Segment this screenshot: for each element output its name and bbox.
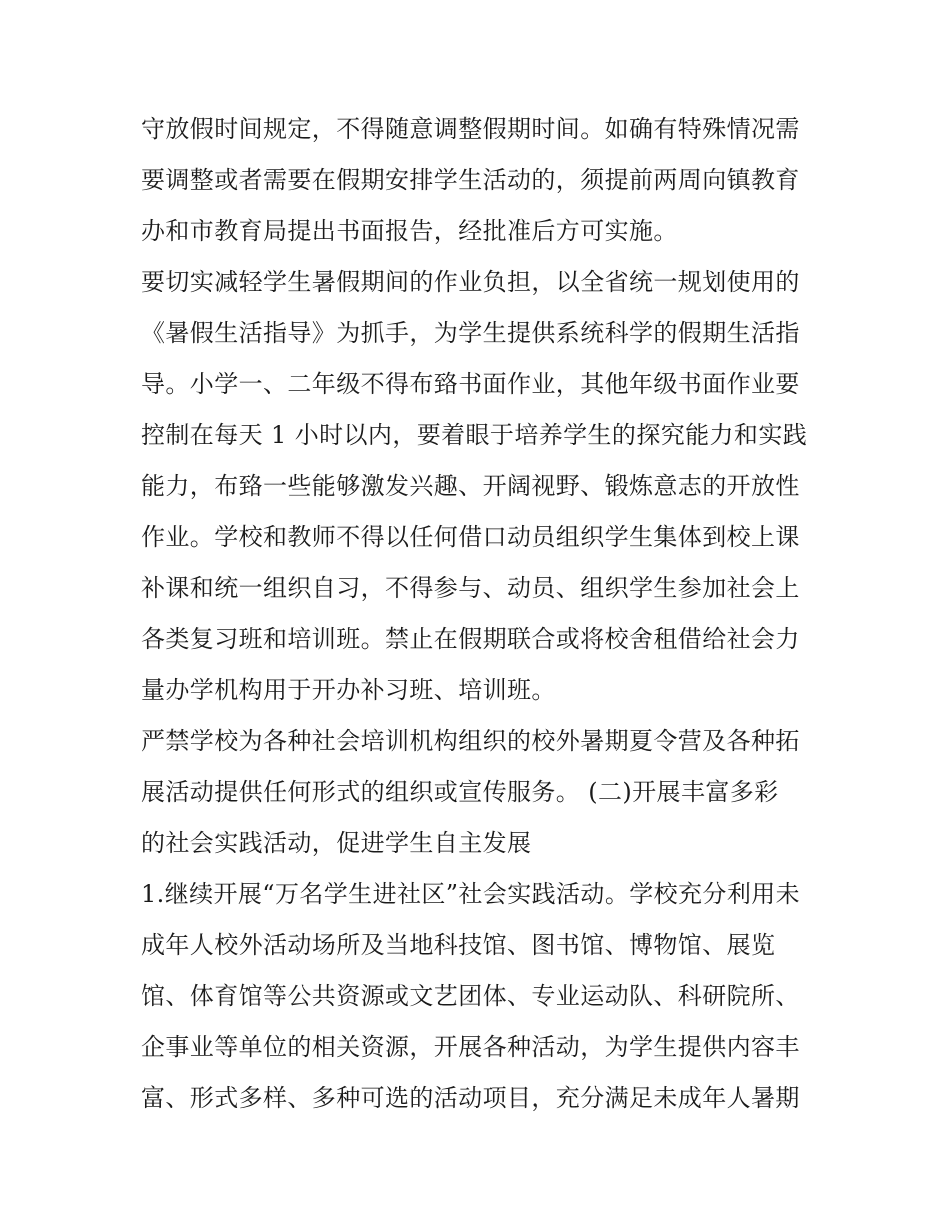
- text-line-8: 能力，布臵一些能够激发兴趣、开阔视野、锻炼意志的开放性: [141, 472, 800, 500]
- text-line-2: 要调整或者需要在假期安排学生活动的，须提前两周向镇教育: [141, 166, 800, 194]
- text-line-9: 作业。学校和教师不得以任何借口动员组织学生集体到校上课: [141, 523, 800, 551]
- text-line-13: 严禁学校为各种社会培训机构组织的校外暑期夏令营及各种拓: [141, 727, 800, 755]
- text-line-12: 量办学机构用于开办补习班、培训班。: [141, 676, 556, 704]
- text-line-19: 企事业等单位的相关资源，开展各种活动，为学生提供内容丰: [141, 1033, 800, 1061]
- text-line-4: 要切实减轻学生暑假期间的作业负担，以全省统一规划使用的: [141, 268, 800, 296]
- text-line-17: 成年人校外活动场所及当地科技馆、图书馆、博物馆、展览: [141, 931, 776, 959]
- document-body: [141, 104, 821, 1124]
- text-line-15: 的社会实践活动，促进学生自主发展: [141, 829, 532, 857]
- text-line-18: 馆、体育馆等公共资源或文艺团体、专业运动队、科研院所、: [141, 982, 800, 1010]
- text-line-10: 补课和统一组织自习，不得参与、动员、组织学生参加社会上: [141, 574, 800, 602]
- text-line-6: 导。小学一、二年级不得布臵书面作业，其他年级书面作业要: [141, 370, 800, 398]
- text-line-20: 富、形式多样、多种可选的活动项目，充分满足未成年人暑期: [141, 1084, 800, 1112]
- text-line-11: 各类复习班和培训班。禁止在假期联合或将校舍租借给社会力: [141, 625, 800, 653]
- text-line-16: 1.继续开展“万名学生进社区”社会实践活动。学校充分利用未: [141, 880, 801, 908]
- text-line-5: 《暑假生活指导》为抓手，为学生提供系统科学的假期生活指: [141, 319, 800, 347]
- text-line-14: 展活动提供任何形式的组织或宣传服务。 (二)开展丰富多彩: [141, 778, 779, 806]
- text-line-7: 控制在每天 1 小时以内，要着眼于培养学生的探究能力和实践: [141, 421, 808, 449]
- text-line-1: 守放假时间规定，不得随意调整假期时间。如确有特殊情况需: [141, 115, 800, 143]
- text-line-3: 办和市教育局提出书面报告，经批准后方可实施。: [141, 217, 678, 245]
